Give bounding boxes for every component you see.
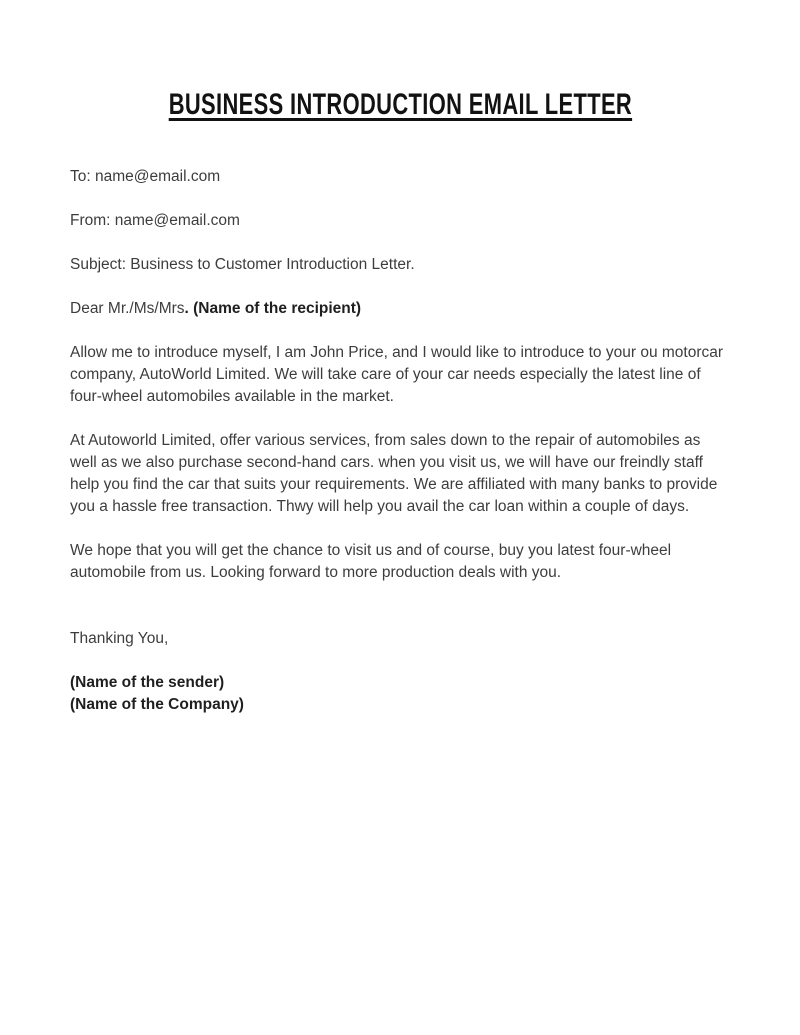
greeting-recipient-placeholder: . (Name of the recipient) [184,300,362,317]
paragraph-introduction: Allow me to introduce myself, I am John Price, and I would like to introduce to your ou motorcar company, AutoWorld Limited. We will take care of your car needs especially the latest line of four-wheel automobiles available in the market. [70,344,724,405]
signature-company-placeholder: (Name of the Company) [70,696,244,713]
paragraph-invitation: We hope that you will get the chance to visit us and of course, buy you latest four-wheel automobile from us. Looking forward to more production deals with you. [70,542,672,581]
page-title: BUSINESS INTRODUCTION EMAIL LETTER [168,88,632,121]
paragraph-services: At Autoworld Limited, offer various services, from sales down to the repair of automobiles as well as we also purchase second-hand cars. when you visit us, we will have our freindly staff help you find the car that suits your requirements. We are affiliated with many banks to provide you a hassle free transaction. Thwy will help you avail the car loan within a couple of days. [70,432,718,515]
greeting-prefix: Dear Mr./Ms/Mrs [70,300,185,317]
from-line: From: name@email.com [70,212,240,229]
greeting-line [70,298,730,320]
subject-line: Subject: Business to Customer Introduction Letter. [70,256,415,273]
title-container [70,88,730,124]
letter-body [70,166,730,716]
signature-block [70,672,730,716]
to-line: To: name@email.com [70,168,221,185]
signature-sender-placeholder: (Name of the sender) [70,674,225,691]
closing-line: Thanking You, [70,630,169,647]
